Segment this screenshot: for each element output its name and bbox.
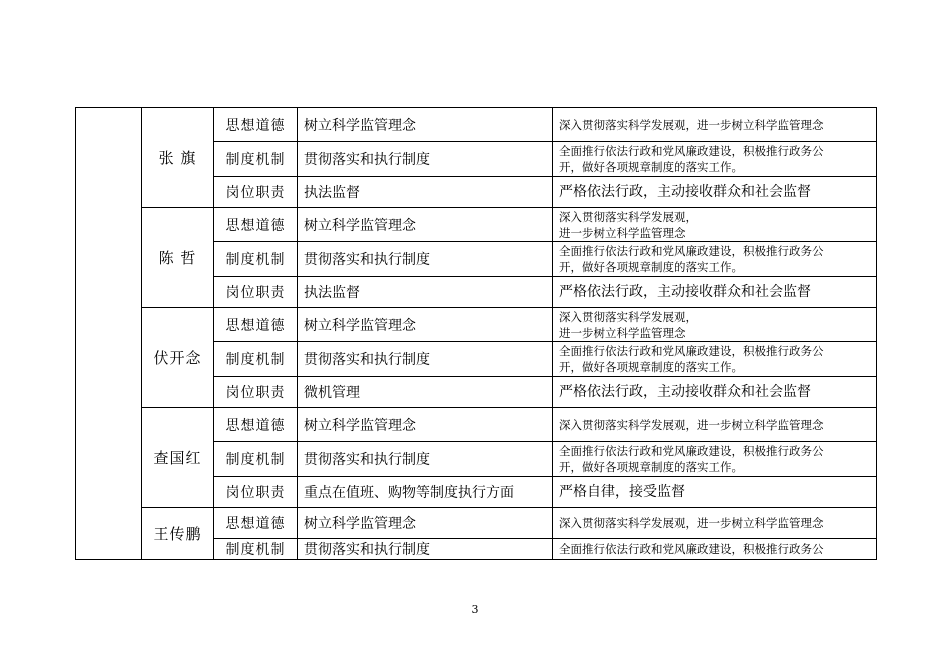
responsibility-table <box>75 107 877 560</box>
description-line: 开，做好各项规章制度的落实工作。 <box>559 260 743 274</box>
description-cell <box>553 377 877 408</box>
category-cell: 思想道德 <box>214 208 298 242</box>
description-cell <box>553 342 877 377</box>
item-cell: 执法监督 <box>298 177 553 208</box>
description-line: 开，做好各项规章制度的落实工作。 <box>559 460 743 474</box>
item-cell: 重点在值班、购物等制度执行方面 <box>298 477 553 508</box>
description-cell <box>553 277 877 308</box>
category-cell: 制度机制 <box>214 442 298 477</box>
item-cell: 树立科学监管理念 <box>298 508 553 539</box>
item-cell: 树立科学监管理念 <box>298 408 553 442</box>
description-line: 全面推行依法行政和党风廉政建设，积极推行政务公 <box>559 444 824 458</box>
item-cell: 树立科学监管理念 <box>298 208 553 242</box>
category-cell: 思想道德 <box>214 508 298 539</box>
description-line: 全面推行依法行政和党风廉政建设，积极推行政务公 <box>559 344 824 358</box>
category-cell: 岗位职责 <box>214 377 298 408</box>
person-name: 伏开念 <box>142 308 214 408</box>
description-line: 严格自律，接受监督 <box>559 484 685 500</box>
item-cell: 贯彻落实和执行制度 <box>298 539 553 560</box>
category-cell: 岗位职责 <box>214 477 298 508</box>
table-row <box>76 308 877 342</box>
description-line: 开，做好各项规章制度的落实工作。 <box>559 160 743 174</box>
description-line: 深入贯彻落实科学发展观，进一步树立科学监管理念 <box>559 417 824 432</box>
person-name: 陈 哲 <box>142 208 214 308</box>
description-cell <box>553 177 877 208</box>
person-name: 查国红 <box>142 408 214 508</box>
description-line: 严格依法行政，主动接收群众和社会监督 <box>559 184 811 200</box>
item-cell: 微机管理 <box>298 377 553 408</box>
description-cell <box>553 508 877 539</box>
description-line: 进一步树立科学监管理念 <box>559 325 686 340</box>
item-cell: 贯彻落实和执行制度 <box>298 142 553 177</box>
description-cell <box>553 308 877 342</box>
description-line: 全面推行依法行政和党风廉政建设，积极推行政务公 <box>559 244 824 258</box>
table-row <box>76 108 877 142</box>
item-cell: 贯彻落实和执行制度 <box>298 442 553 477</box>
category-cell: 思想道德 <box>214 308 298 342</box>
description-cell <box>553 408 877 442</box>
category-cell: 岗位职责 <box>214 277 298 308</box>
item-cell: 执法监督 <box>298 277 553 308</box>
description-cell <box>553 539 877 560</box>
item-cell: 树立科学监管理念 <box>298 108 553 142</box>
description-cell <box>553 142 877 177</box>
person-name: 王传鹏 <box>142 508 214 560</box>
category-cell: 制度机制 <box>214 539 298 560</box>
item-cell: 贯彻落实和执行制度 <box>298 242 553 277</box>
item-cell: 贯彻落实和执行制度 <box>298 342 553 377</box>
person-name: 张 旗 <box>142 108 214 208</box>
description-line: 深入贯彻落实科学发展观，进一步树立科学监管理念 <box>559 516 824 530</box>
item-cell: 树立科学监管理念 <box>298 308 553 342</box>
description-cell <box>553 242 877 277</box>
description-line: 进一步树立科学监管理念 <box>559 225 686 240</box>
description-line: 深入贯彻落实科学发展观，进一步树立科学监管理念 <box>559 117 824 132</box>
category-cell: 思想道德 <box>214 408 298 442</box>
description-line: 深入贯彻落实科学发展观， <box>559 209 697 224</box>
description-line: 全面推行依法行政和党风廉政建设，积极推行政务公 <box>559 542 824 556</box>
description-cell <box>553 108 877 142</box>
description-line: 深入贯彻落实科学发展观， <box>559 309 697 324</box>
blank-left-column <box>76 108 142 560</box>
table-row <box>76 208 877 242</box>
table-row <box>76 408 877 442</box>
description-cell <box>553 477 877 508</box>
category-cell: 制度机制 <box>214 142 298 177</box>
description-cell <box>553 208 877 242</box>
description-line: 全面推行依法行政和党风廉政建设，积极推行政务公 <box>559 144 824 158</box>
category-cell: 制度机制 <box>214 242 298 277</box>
description-line: 开，做好各项规章制度的落实工作。 <box>559 360 743 374</box>
table-row <box>76 508 877 539</box>
description-line: 严格依法行政，主动接收群众和社会监督 <box>559 284 811 300</box>
page-number: 3 <box>471 603 479 616</box>
category-cell: 制度机制 <box>214 342 298 377</box>
category-cell: 思想道德 <box>214 108 298 142</box>
description-line: 严格依法行政，主动接收群众和社会监督 <box>559 384 811 400</box>
description-cell <box>553 442 877 477</box>
category-cell: 岗位职责 <box>214 177 298 208</box>
